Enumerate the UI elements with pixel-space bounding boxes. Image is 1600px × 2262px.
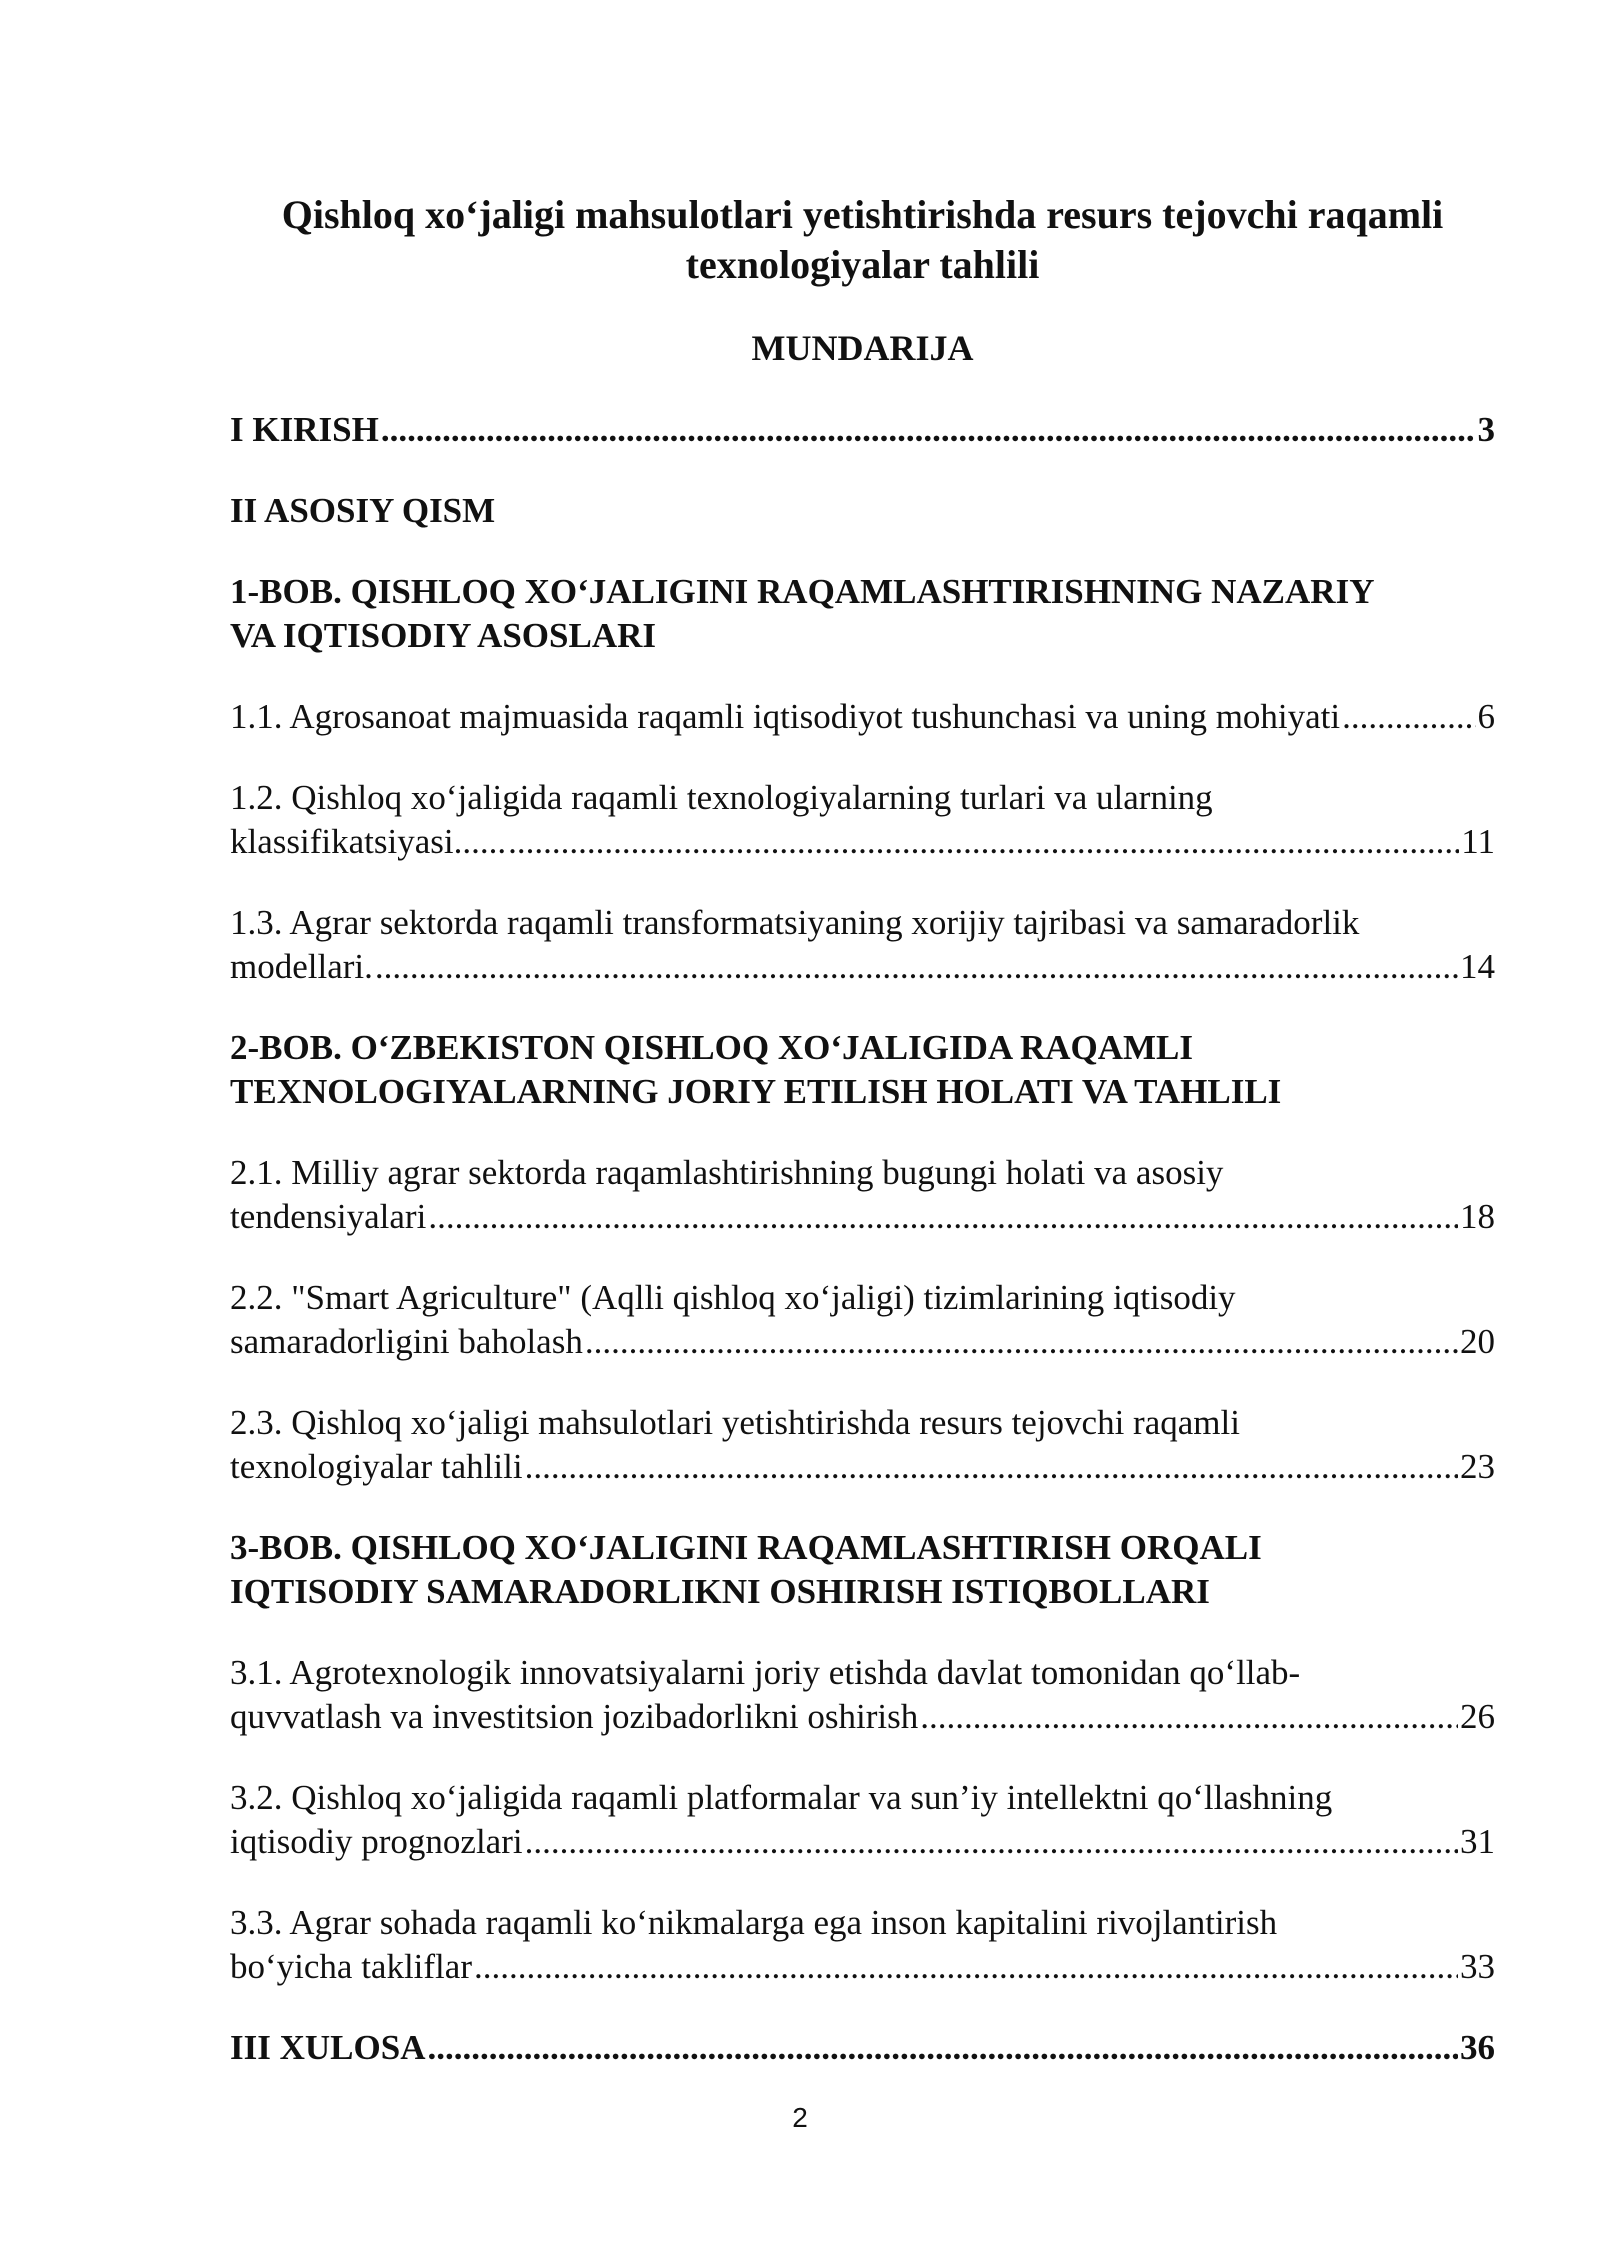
toc-entry-text: texnologiyalar tahlili — [230, 1447, 523, 1486]
toc-entry[interactable] — [230, 695, 1495, 739]
toc-leader-dots — [375, 945, 1458, 989]
toc-entry[interactable] — [230, 776, 1495, 864]
toc-entry-text: 3.2. Qishloq xo‘jaligida raqamli platformalar va sun’iy intellektni qo‘llashning — [230, 1778, 1333, 1817]
toc-page-number: 3 — [1477, 410, 1495, 449]
toc-entry-text: tendensiyalari — [230, 1197, 427, 1236]
toc-entry-text: samaradorligini baholash — [230, 1322, 583, 1361]
toc-entry[interactable] — [230, 1026, 1495, 1114]
toc-entry-line — [230, 570, 1495, 614]
toc-entry[interactable] — [230, 570, 1495, 658]
toc-entry-text: III XULOSA — [230, 2028, 426, 2067]
toc-entry-line — [230, 1526, 1495, 1570]
toc-page-number: 6 — [1477, 697, 1495, 736]
toc-entry-line — [230, 1151, 1495, 1195]
page-number: 2 — [792, 2102, 808, 2133]
toc-page-number: 31 — [1460, 1822, 1495, 1861]
toc-entry[interactable] — [230, 1276, 1495, 1364]
toc-entry-line — [230, 1945, 1495, 1989]
toc-entry-text: I KIRISH — [230, 410, 379, 449]
toc-entry-line — [230, 901, 1495, 945]
document-title: Qishloq xo‘jaligi mahsulotlari yetishtirishda resurs tejovchi raqamli texnologiyalar tahlili — [281, 192, 1444, 287]
toc-entry-line — [230, 614, 1495, 658]
toc-entry-text: 1-BOB. QISHLOQ XO‘JALIGINI RAQAMLASHTIRISHNING NAZARIY — [230, 572, 1375, 611]
toc-entry-line — [230, 408, 1495, 452]
toc-entry-line — [230, 820, 1495, 864]
toc-entry-text: 1.3. Agrar sektorda raqamli transformatsiyaning xorijiy tajribasi va samaradorlik — [230, 903, 1360, 942]
toc-leader-dots — [474, 1945, 1458, 1989]
toc-leader-dots — [508, 820, 1459, 864]
toc-page-number: 26 — [1460, 1697, 1495, 1736]
toc-entry-text: TEXNOLOGIYALARNING JORIY ETILISH HOLATI VA TAHLILI — [230, 1072, 1282, 1111]
toc-entry-line — [230, 776, 1495, 820]
toc-entry-line — [230, 1070, 1495, 1114]
toc-entry-line — [230, 1776, 1495, 1820]
toc-entry-text: II ASOSIY QISM — [230, 491, 496, 530]
toc-entry-line — [230, 695, 1495, 739]
toc-entry-text: 3.3. Agrar sohada raqamli ko‘nikmalarga ega inson kapitalini rivojlantirish — [230, 1903, 1278, 1942]
toc-entry-text: quvvatlash va investitsion jozibadorlikni oshirish — [230, 1697, 919, 1736]
toc-entry-line — [230, 1901, 1495, 1945]
toc-entry-text: 3-BOB. QISHLOQ XO‘JALIGINI RAQAMLASHTIRISH ORQALI — [230, 1528, 1262, 1567]
toc-entry[interactable] — [230, 1151, 1495, 1239]
toc-leader-dots — [525, 1820, 1458, 1864]
toc-entry-line — [230, 1570, 1495, 1614]
toc-leader-dots — [1342, 695, 1475, 739]
toc-entry-text: klassifikatsiyasi...... — [230, 822, 507, 861]
toc-entry-text: bo‘yicha takliflar — [230, 1947, 472, 1986]
toc-entry-line — [230, 945, 1495, 989]
toc-page-number: 14 — [1460, 947, 1495, 986]
toc-entry[interactable] — [230, 1776, 1495, 1864]
toc-entry-text: 2-BOB. O‘ZBEKISTON QISHLOQ XO‘JALIGIDA RAQAMLI — [230, 1028, 1193, 1067]
toc-entry-text: 1.1. Agrosanoat majmuasida raqamli iqtisodiyot tushunchasi va uning mohiyati — [230, 697, 1341, 736]
toc-entry-line — [230, 1820, 1495, 1864]
toc-entry[interactable] — [230, 408, 1495, 452]
toc-leader-dots — [585, 1320, 1458, 1364]
toc-entry[interactable] — [230, 1401, 1495, 1489]
toc-entry-line — [230, 2026, 1495, 2070]
toc-page-number: 20 — [1460, 1322, 1495, 1361]
toc-entry-text: iqtisodiy prognozlari — [230, 1822, 523, 1861]
toc-leader-dots — [920, 1695, 1458, 1739]
toc-entry[interactable] — [230, 1651, 1495, 1739]
toc-entry-text: IQTISODIY SAMARADORLIKNI OSHIRISH ISTIQBOLLARI — [230, 1572, 1210, 1611]
toc-leader-dots — [427, 2026, 1458, 2070]
toc-entry-line — [230, 1401, 1495, 1445]
toc-page-number: 36 — [1460, 2028, 1495, 2067]
toc-entry-text: 3.1. Agrotexnologik innovatsiyalarni joriy etishda davlat tomonidan qo‘llab- — [230, 1653, 1301, 1692]
toc-leader-dots — [428, 1195, 1458, 1239]
toc-entry-text: 2.3. Qishloq xo‘jaligi mahsulotlari yetishtirishda resurs tejovchi raqamli — [230, 1403, 1240, 1442]
toc-entry-text: VA IQTISODIY ASOSLARI — [230, 616, 656, 655]
toc-leader-dots — [525, 1445, 1458, 1489]
toc-entry-line — [230, 1695, 1495, 1739]
toc-heading: MUNDARIJA — [751, 328, 974, 368]
table-of-contents — [230, 408, 1495, 2107]
toc-page-number: 18 — [1460, 1197, 1495, 1236]
toc-entry[interactable] — [230, 1901, 1495, 1989]
toc-entry-line — [230, 1445, 1495, 1489]
toc-entry-text: 2.1. Milliy agrar sektorda raqamlashtirishning bugungi holati va asosiy — [230, 1153, 1224, 1192]
toc-entry[interactable] — [230, 2026, 1495, 2070]
toc-entry-line — [230, 1195, 1495, 1239]
toc-entry-line — [230, 1320, 1495, 1364]
toc-page-number: 23 — [1460, 1447, 1495, 1486]
toc-entry-text: 2.2. "Smart Agriculture" (Aqlli qishloq xo‘jaligi) tizimlarining iqtisodiy — [230, 1278, 1236, 1317]
toc-entry[interactable] — [230, 1526, 1495, 1614]
toc-entry-text: modellari. — [230, 947, 373, 986]
toc-entry-line — [230, 1651, 1495, 1695]
toc-leader-dots — [381, 408, 1476, 452]
toc-entry-text: 1.2. Qishloq xo‘jaligida raqamli texnologiyalarning turlari va ularning — [230, 778, 1213, 817]
toc-page-number: 11 — [1461, 822, 1495, 861]
toc-entry[interactable] — [230, 489, 1495, 533]
toc-entry-line — [230, 1276, 1495, 1320]
toc-page-number: 33 — [1460, 1947, 1495, 1986]
toc-entry[interactable] — [230, 901, 1495, 989]
toc-entry-line — [230, 489, 1495, 533]
toc-entry-line — [230, 1026, 1495, 1070]
